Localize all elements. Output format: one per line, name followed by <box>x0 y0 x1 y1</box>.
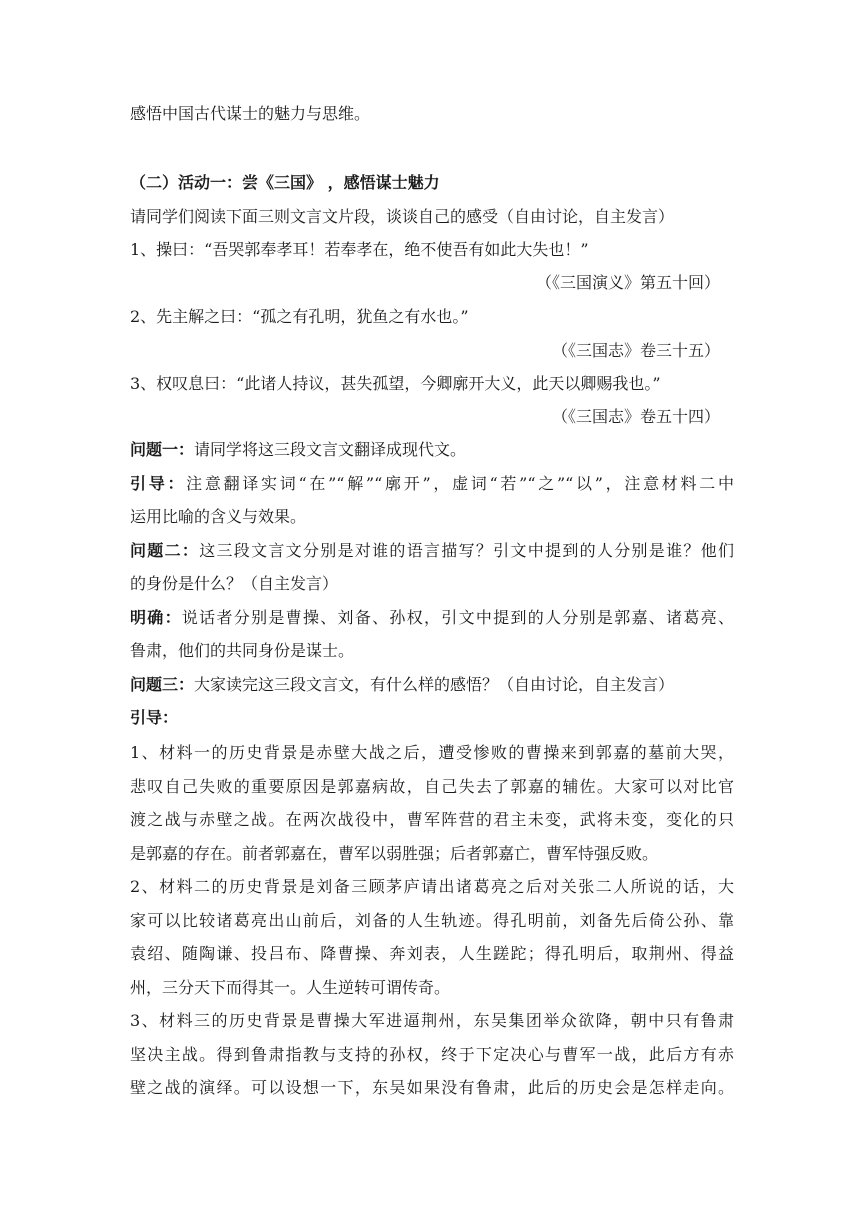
guide-1-line-2: 运用比喻的含义与效果。 <box>130 507 307 526</box>
quote-1-source: （《三国演义》第五十回） <box>535 273 720 292</box>
para-1-line-1: 1、材料一的历史背景是赤壁大战之后，遭受惨败的曹操来到郭嘉的墓前大哭， <box>130 743 734 762</box>
quote-2-source: （《三国志》卷三十五） <box>551 341 720 360</box>
guide-1-line-1 <box>130 473 734 495</box>
question-3 <box>130 674 734 696</box>
para-2-line-4: 州，三分天下而得其一。人生逆转可谓传奇。 <box>130 978 451 997</box>
quote-2: 2、先主解之曰：“孤之有孔明，犹鱼之有水也。” <box>130 307 469 326</box>
question-2-line-1 <box>130 540 734 562</box>
prompt-line: 请同学们阅读下面三则文言文片段，谈谈自己的感受（自由讨论，自主发言） <box>130 207 675 226</box>
para-1-line-4: 是郭嘉的存在。前者郭嘉在，曹军以弱胜强；后者郭嘉亡，曹军恃强反败。 <box>130 844 659 863</box>
guide-1-label: 引导： <box>130 474 187 493</box>
guide-2-label: 引导： <box>130 708 179 727</box>
question-1-label: 问题一： <box>130 440 195 459</box>
quote-1: 1、操曰：“吾哭郭奉孝耳！若奉孝在，绝不使吾有如此大失也！” <box>130 240 589 259</box>
para-3-line-3: 壁之战的演绎。可以设想一下，东吴如果没有鲁肃，此后的历史会是怎样走向。 <box>130 1078 734 1097</box>
answer-text-1: 说话者分别是曹操、刘备、孙权，引文中提到的人分别是郭嘉、诸葛亮、 <box>181 608 734 627</box>
question-3-label: 问题三： <box>130 675 195 694</box>
para-2-line-3: 袁绍、随陶谦、投吕布、降曹操、奔刘表，人生蹉跎；得孔明后，取荆州、得益 <box>130 944 734 963</box>
question-1-text: 请同学将这三段文言文翻译成现代文。 <box>194 440 467 459</box>
question-1 <box>130 439 734 461</box>
question-2-text-1: 这三段文言文分别是对谁的语言描写？引文中提到的人分别是谁？他们 <box>199 541 734 560</box>
para-1-line-3: 渡之战与赤壁之战。在两次战役中，曹军阵营的君主未变，武将未变，变化的只 <box>130 810 734 829</box>
quote-3: 3、权叹息曰：“此诸人持议，甚失孤望，今卿廓开大义，此天以卿赐我也。” <box>130 374 661 393</box>
para-3-line-2: 坚决主战。得到鲁肃指教与支持的孙权，终于下定决心与曹军一战，此后方有赤 <box>130 1045 734 1064</box>
para-1-line-2: 悲叹自己失败的重要原因是郭嘉病故，自己失去了郭嘉的辅佐。大家可以对比官 <box>130 777 734 796</box>
answer-label: 明确： <box>130 608 182 627</box>
quote-3-source: （《三国志》卷五十四） <box>551 407 720 426</box>
para-3-line-1: 3、材料三的历史背景是曹操大军进逼荆州，东吴集团举众欲降，朝中只有鲁肃 <box>130 1011 734 1030</box>
answer-line-2: 鲁肃，他们的共同身份是谋士。 <box>130 641 355 660</box>
guide-1-text-1: 注意翻译实词“在”“解”“廓开”，虚词“若”“之”“以”，注意材料二中 <box>186 474 734 493</box>
intro-tail: 感悟中国古代谋士的魅力与思维。 <box>130 104 371 123</box>
para-2-line-2: 家可以比较诸葛亮出山前后，刘备的人生轨迹。得孔明前，刘备先后倚公孙、靠 <box>130 911 734 930</box>
answer-line-1 <box>130 607 734 629</box>
para-2-line-1: 2、材料二的历史背景是刘备三顾茅庐请出诸葛亮之后对关张二人所说的话，大 <box>130 877 734 896</box>
question-3-text: 大家读完这三段文言文，有什么样的感悟？（自由讨论，自主发言） <box>194 675 675 694</box>
question-2-line-2: 的身份是什么？（自主发言） <box>130 574 339 593</box>
section-title: （二）活动一：尝《三国》 ，感悟谋士魅力 <box>130 173 440 192</box>
question-2-label: 问题二： <box>130 541 200 560</box>
